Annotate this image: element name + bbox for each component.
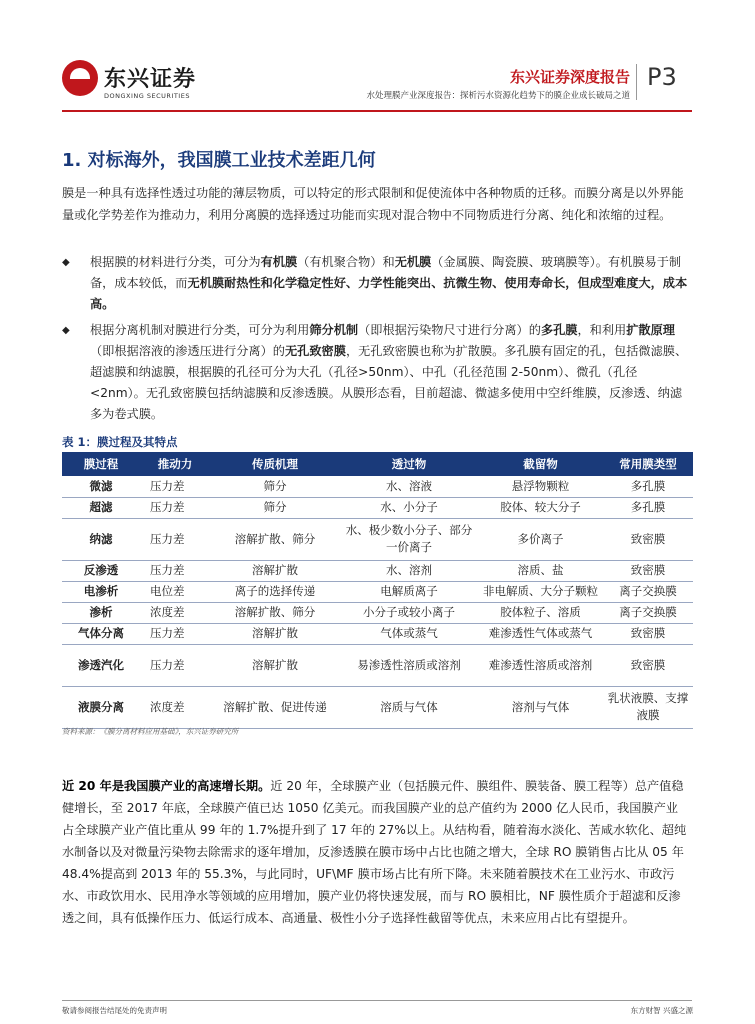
table-cell: 压力差 <box>140 623 210 644</box>
table-cell: 电位差 <box>140 581 210 602</box>
header-rule <box>62 110 692 112</box>
table-cell: 胶体、较大分子 <box>478 497 603 518</box>
logo-text-en: DONGXING SECURITIES <box>104 92 190 100</box>
table-cell: 纳滤 <box>62 518 140 560</box>
closing-lead: 近 20 年是我国膜产业的高速增长期。 <box>62 779 271 793</box>
table-cell: 溶质、盐 <box>478 560 603 581</box>
table-cell: 离子的选择传递 <box>210 581 340 602</box>
table-cell: 压力差 <box>140 476 210 497</box>
table-cell: 致密膜 <box>603 623 693 644</box>
table-cell: 水、小分子 <box>340 497 478 518</box>
table-row <box>62 497 693 518</box>
table-cell: 水、极少数小分子、部分一价离子 <box>340 518 478 560</box>
table-row <box>62 644 693 686</box>
footer-disclaimer: 敬请参阅报告结尾处的免责声明 <box>62 1006 167 1015</box>
table-row <box>62 623 693 644</box>
table-cell: 电渗析 <box>62 581 140 602</box>
column-header: 推动力 <box>140 452 210 476</box>
table-cell: 浓度差 <box>140 686 210 728</box>
table-cell: 超滤 <box>62 497 140 518</box>
table-cell: 渗析 <box>62 602 140 623</box>
column-header: 截留物 <box>478 452 603 476</box>
logo-mark-icon <box>62 60 98 96</box>
table-cell: 压力差 <box>140 560 210 581</box>
column-header: 常用膜类型 <box>603 452 693 476</box>
table-row <box>62 581 693 602</box>
table-cell: 溶解扩散、筛分 <box>210 602 340 623</box>
bullet-text: 根据膜的材料进行分类，可分为有机膜（有机聚合物）和无机膜（金属膜、陶瓷膜、玻璃膜等）。有机膜易于制备，成本较低，而无机膜耐热性和化学稳定性好、力学性能突出、抗微生物、使用寿命长，但成型难度大，成本高。 <box>90 255 688 311</box>
table-cell: 电解质离子 <box>340 581 478 602</box>
table-cell: 难渗透性溶质或溶剂 <box>478 644 603 686</box>
table-cell: 压力差 <box>140 497 210 518</box>
table-cell: 压力差 <box>140 518 210 560</box>
diamond-bullet-icon: ◆ <box>62 257 70 268</box>
table-row <box>62 560 693 581</box>
table-cell: 气体或蒸气 <box>340 623 478 644</box>
bullet-item <box>62 320 690 425</box>
table-cell: 微滤 <box>62 476 140 497</box>
bullet-item <box>62 252 690 315</box>
table-cell: 难渗透性气体或蒸气 <box>478 623 603 644</box>
table-row <box>62 602 693 623</box>
table-header-row <box>62 452 693 476</box>
report-brand-title: 东兴证券深度报告 <box>509 68 630 86</box>
page-number: P3 <box>647 63 677 91</box>
section-title: 1. 对标海外，我国膜工业技术差距几何 <box>62 150 376 171</box>
table-cell: 溶解扩散、促进传递 <box>210 686 340 728</box>
company-logo <box>62 60 202 110</box>
table-cell: 筛分 <box>210 476 340 497</box>
table-cell: 多孔膜 <box>603 497 693 518</box>
table-cell: 多价离子 <box>478 518 603 560</box>
table-cell: 悬浮物颗粒 <box>478 476 603 497</box>
table-cell: 水、溶液 <box>340 476 478 497</box>
table-cell: 浓度差 <box>140 602 210 623</box>
table-cell: 离子交换膜 <box>603 602 693 623</box>
table-cell: 液膜分离 <box>62 686 140 728</box>
table-cell: 致密膜 <box>603 644 693 686</box>
column-header: 传质机理 <box>210 452 340 476</box>
closing-paragraph <box>62 775 690 929</box>
table-cell: 溶解扩散 <box>210 560 340 581</box>
table-cell: 胶体粒子、溶质 <box>478 602 603 623</box>
table-caption: 表 1：膜过程及其特点 <box>62 435 178 449</box>
report-subtitle: 水处理膜产业深度报告：探析污水资源化趋势下的膜企业成长破局之道 <box>366 91 630 101</box>
table-cell: 溶解扩散 <box>210 644 340 686</box>
bullet-text: 根据分离机制对膜进行分类，可分为利用筛分机制（即根据污染物尺寸进行分离）的多孔膜，和利用扩散原理（即根据溶液的渗透压进行分离）的无孔致密膜，无孔致密膜也称为扩散膜。多孔膜有固定的孔，包括微滤膜、超滤膜和纳滤膜，根据膜的孔径可分为大孔（孔径>50nm）、中孔（孔径范围 2-50nm）、微孔（孔径<2nm）。无孔致密膜包括纳滤膜和反渗透膜。从膜形态看，目前超滤、微滤多使用中空纤维膜，反渗透、纳滤多为卷式膜。 <box>90 323 688 421</box>
table-cell: 非电解质、大分子颗粒 <box>478 581 603 602</box>
table-cell: 致密膜 <box>603 560 693 581</box>
table-cell: 易渗透性溶质或溶剂 <box>340 644 478 686</box>
table-cell: 筛分 <box>210 497 340 518</box>
table-cell: 水、溶剂 <box>340 560 478 581</box>
footer-rule <box>62 1000 692 1001</box>
column-header: 透过物 <box>340 452 478 476</box>
table-row <box>62 686 693 728</box>
diamond-bullet-icon: ◆ <box>62 325 70 336</box>
table-cell: 致密膜 <box>603 518 693 560</box>
table-cell: 渗透汽化 <box>62 644 140 686</box>
closing-text: 近 20 年，全球膜产业（包括膜元件、膜组件、膜装备、膜工程等）总产值稳健增长，至 2017 年底，全球膜产值已达 1050 亿美元。而我国膜产业的总产值约为 2000 亿人民币，我国膜产业占全球膜产业产值比重从 99 年的 1.7%提升到了 17 年的 27%以上。从结构看，随着海水淡化、苦咸水软化、超纯水制备以及对微量污染物去除需求的逐年增加，反渗透膜在膜市场中占比也随之增大，全球 RO 膜销售占比从 05 年 48.4%提高到 2013 年的 55.3%，与此同时，UF\MF 膜市场占比有所下降。未来随着膜技术在工业污水、市政污水、市政饮用水、民用净水等领域的应用增加，膜产业仍将快速发展，而与 RO 膜相比，NF 膜性质介于超滤和反渗透之间，具有低操作压力、低运行成本、高通量、极性小分子选择性截留等优点，未来应用占比有望提升。 <box>62 779 687 925</box>
logo-text-cn: 东兴证券 <box>104 67 197 92</box>
table-cell: 气体分离 <box>62 623 140 644</box>
table-source-note: 资料来源：《膜分离材料应用基础》，东兴证券研究所 <box>62 727 239 736</box>
column-header: 膜过程 <box>62 452 140 476</box>
table-cell: 反渗透 <box>62 560 140 581</box>
header-divider <box>636 64 637 100</box>
table-cell: 溶质与气体 <box>340 686 478 728</box>
table-cell: 溶解扩散、筛分 <box>210 518 340 560</box>
table-cell: 溶解扩散 <box>210 623 340 644</box>
intro-paragraph: 膜是一种具有选择性透过功能的薄层物质，可以特定的形式限制和促使流体中各种物质的迁移。而膜分离是以外界能量或化学势差作为推动力，利用分离膜的选择透过功能而实现对混合物中不同物质进行分离、纯化和浓缩的过程。 <box>62 186 684 222</box>
table-row <box>62 476 693 497</box>
table-cell: 多孔膜 <box>603 476 693 497</box>
table-cell: 压力差 <box>140 644 210 686</box>
table-cell: 溶剂与气体 <box>478 686 603 728</box>
footer-slogan: 东方财智 兴盛之源 <box>630 1006 693 1015</box>
table-cell: 离子交换膜 <box>603 581 693 602</box>
table-row <box>62 518 693 560</box>
table-cell: 小分子或较小离子 <box>340 602 478 623</box>
membrane-process-table <box>62 452 693 729</box>
table-cell: 乳状液膜、支撑液膜 <box>603 686 693 728</box>
